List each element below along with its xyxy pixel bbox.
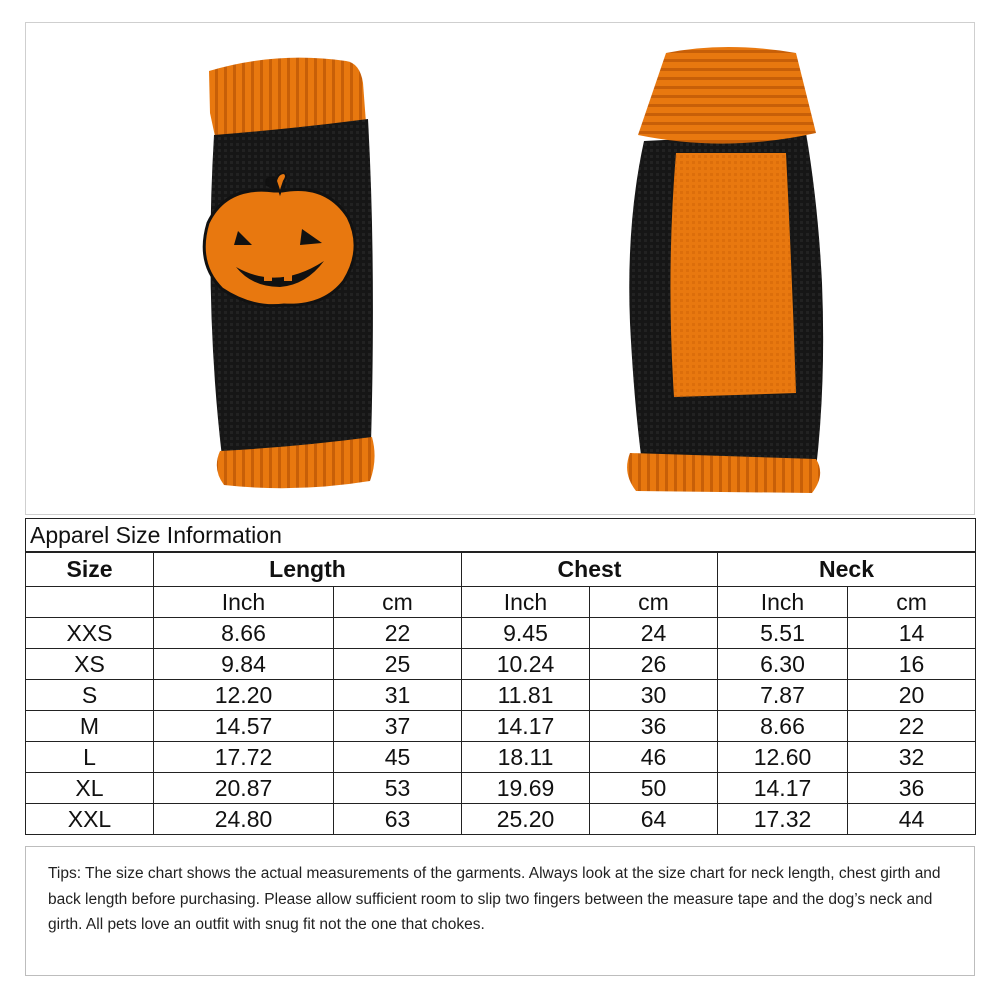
cell-neck-cm: 36 — [848, 773, 976, 804]
cell-neck-cm: 14 — [848, 618, 976, 649]
cell-chest-inch: 11.81 — [462, 680, 590, 711]
cell-chest-cm: 64 — [590, 804, 718, 835]
cell-neck-inch: 12.60 — [718, 742, 848, 773]
cell-neck-inch: 17.32 — [718, 804, 848, 835]
cell-chest-inch: 18.11 — [462, 742, 590, 773]
unit-blank — [26, 587, 154, 618]
header-size: Size — [26, 552, 154, 587]
unit-chest-inch: Inch — [462, 587, 590, 618]
cell-neck-inch: 7.87 — [718, 680, 848, 711]
cell-chest-inch: 14.17 — [462, 711, 590, 742]
cell-length-inch: 17.72 — [154, 742, 334, 773]
tips-box — [25, 846, 975, 976]
unit-chest-cm: cm — [590, 587, 718, 618]
unit-length-cm: cm — [334, 587, 462, 618]
table-row — [26, 618, 976, 649]
cell-size: S — [26, 680, 154, 711]
table-row — [26, 649, 976, 680]
unit-neck-inch: Inch — [718, 587, 848, 618]
cell-neck-cm: 16 — [848, 649, 976, 680]
cell-length-cm: 22 — [334, 618, 462, 649]
cell-chest-cm: 50 — [590, 773, 718, 804]
header-chest: Chest — [462, 552, 718, 587]
cell-chest-cm: 36 — [590, 711, 718, 742]
cell-chest-inch: 10.24 — [462, 649, 590, 680]
cell-length-inch: 12.20 — [154, 680, 334, 711]
table-unit-row — [26, 587, 976, 618]
cell-chest-cm: 30 — [590, 680, 718, 711]
cell-length-inch: 8.66 — [154, 618, 334, 649]
cell-neck-inch: 6.30 — [718, 649, 848, 680]
cell-size: XXS — [26, 618, 154, 649]
table-row — [26, 742, 976, 773]
cell-neck-cm: 32 — [848, 742, 976, 773]
cell-neck-cm: 22 — [848, 711, 976, 742]
tips-text: Tips: The size chart shows the actual measurements of the garments. Always look at the size chart for neck length, chest girth and back length before purchasing. Please allow sufficient room to slip two fingers between the measure tape and the dog’s neck and girth. All pets love an outfit with snug fit not the one that chokes. — [48, 865, 941, 933]
cell-neck-inch: 14.17 — [718, 773, 848, 804]
cell-chest-cm: 26 — [590, 649, 718, 680]
cell-chest-inch: 9.45 — [462, 618, 590, 649]
table-row — [26, 680, 976, 711]
cell-length-inch: 24.80 — [154, 804, 334, 835]
header-neck: Neck — [718, 552, 976, 587]
cell-length-cm: 25 — [334, 649, 462, 680]
pumpkin-sweater-front-icon — [204, 58, 374, 489]
cell-size: L — [26, 742, 154, 773]
table-row — [26, 804, 976, 835]
cell-length-cm: 37 — [334, 711, 462, 742]
cell-neck-cm: 44 — [848, 804, 976, 835]
cell-chest-cm: 46 — [590, 742, 718, 773]
cell-chest-cm: 24 — [590, 618, 718, 649]
cell-length-inch: 14.57 — [154, 711, 334, 742]
table-row — [26, 711, 976, 742]
cell-chest-inch: 25.20 — [462, 804, 590, 835]
cell-chest-inch: 19.69 — [462, 773, 590, 804]
cell-length-cm: 53 — [334, 773, 462, 804]
cell-size: M — [26, 711, 154, 742]
pumpkin-sweater-back-icon — [627, 47, 823, 493]
size-chart-table — [25, 518, 976, 835]
cell-length-cm: 31 — [334, 680, 462, 711]
unit-neck-cm: cm — [848, 587, 976, 618]
cell-neck-inch: 5.51 — [718, 618, 848, 649]
table-row — [26, 773, 976, 804]
header-length: Length — [154, 552, 462, 587]
cell-size: XS — [26, 649, 154, 680]
cell-neck-inch: 8.66 — [718, 711, 848, 742]
cell-size: XL — [26, 773, 154, 804]
cell-length-inch: 9.84 — [154, 649, 334, 680]
cell-length-cm: 45 — [334, 742, 462, 773]
cell-neck-cm: 20 — [848, 680, 976, 711]
cell-length-inch: 20.87 — [154, 773, 334, 804]
product-photo-illustration — [26, 23, 974, 514]
table-header-row — [26, 552, 976, 587]
cell-size: XXL — [26, 804, 154, 835]
cell-length-cm: 63 — [334, 804, 462, 835]
unit-length-inch: Inch — [154, 587, 334, 618]
table-title-row — [26, 519, 976, 553]
product-photo-panel — [25, 22, 975, 515]
table-title: Apparel Size Information — [26, 519, 976, 553]
